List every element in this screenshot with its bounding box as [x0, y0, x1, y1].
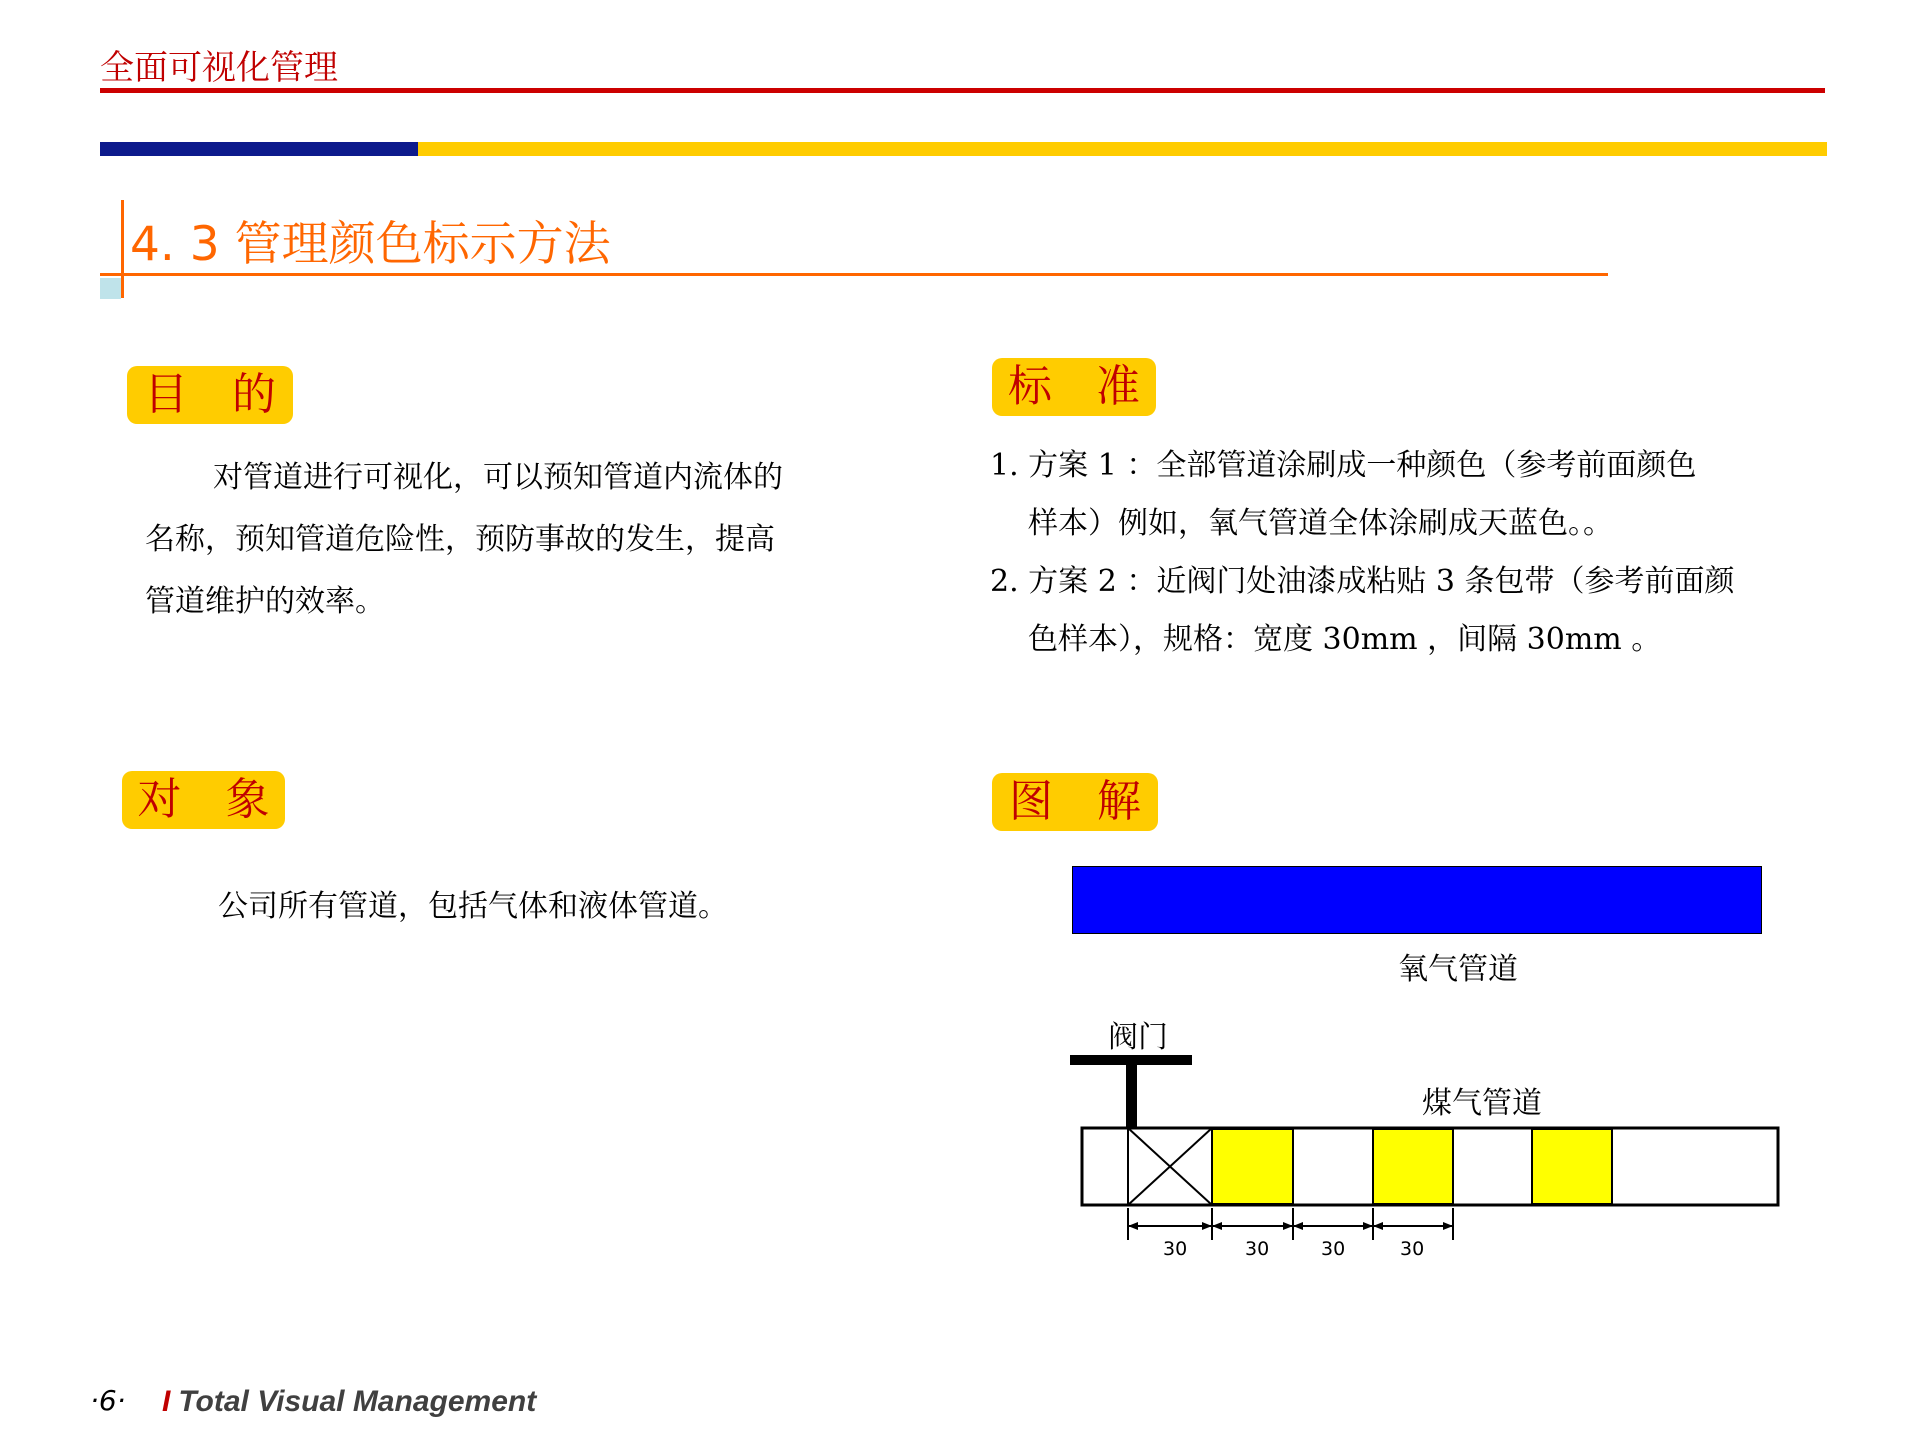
section-vertical-line [121, 200, 124, 298]
target-text: 公司所有管道，包括气体和液体管道。 [218, 889, 728, 924]
standard-item-2-line1: 2. 方案 2 ：近阀门处油漆成粘贴 3 条包带（参考前面颜 [990, 564, 1735, 599]
page-number: ·6· [90, 1384, 126, 1417]
purpose-line: 名称，预知管道危险性，预防事故的发生，提高 [145, 522, 775, 557]
oxygen-pipe-label: 氧气管道 [1398, 952, 1518, 987]
dimension-lines [1128, 1208, 1453, 1240]
standard-item-1-line2: 样本）例如，氧气管道全体涂刷成天蓝色。。 [1028, 506, 1613, 541]
pipe-band-1 [1212, 1129, 1293, 1204]
footer-brand [162, 1385, 536, 1419]
stripe-gold [418, 142, 1827, 156]
gas-pipe-diagram [1060, 1050, 1790, 1260]
section-marker-square [100, 278, 121, 299]
valve-label: 阀门 [1108, 1020, 1168, 1055]
gas-pipe-label: 煤气管道 [1422, 1086, 1542, 1121]
standard-list [990, 440, 1810, 670]
purpose-label: 目 的 [127, 366, 293, 424]
standard-label: 标 准 [992, 358, 1156, 416]
target-label: 对 象 [122, 771, 285, 829]
stripe-navy [100, 142, 418, 156]
dimension-label-4: 30 [1400, 1238, 1425, 1260]
illustration-label: 图 解 [992, 773, 1158, 831]
header-rule [100, 88, 1825, 93]
valve-stem [1126, 1065, 1137, 1128]
footer-brand-text: Total Visual Management [178, 1385, 537, 1418]
valve-handle-bar [1070, 1055, 1192, 1065]
purpose-text [145, 447, 845, 633]
section-title: 4. 3 管理颜色标示方法 [130, 217, 611, 272]
purpose-line: 对管道进行可视化，可以预知管道内流体的 [213, 460, 783, 495]
oxygen-pipe [1072, 866, 1762, 934]
standard-item-1-line1: 1. 方案 1 ：全部管道涂刷成一种颜色（参考前面颜色 [990, 448, 1697, 483]
purpose-line: 管道维护的效率。 [145, 584, 385, 619]
standard-item-2-line2: 色样本），规格：宽度 30mm ，间隔 30mm 。 [1028, 622, 1662, 657]
footer-bar: I [162, 1385, 171, 1418]
dimension-label-3: 30 [1321, 1238, 1346, 1260]
pipe-band-3 [1532, 1129, 1612, 1204]
dimension-label-1: 30 [1163, 1238, 1188, 1260]
pipe-band-2 [1373, 1129, 1453, 1204]
dimension-label-2: 30 [1245, 1238, 1270, 1260]
header-title: 全面可视化管理 [100, 48, 338, 88]
